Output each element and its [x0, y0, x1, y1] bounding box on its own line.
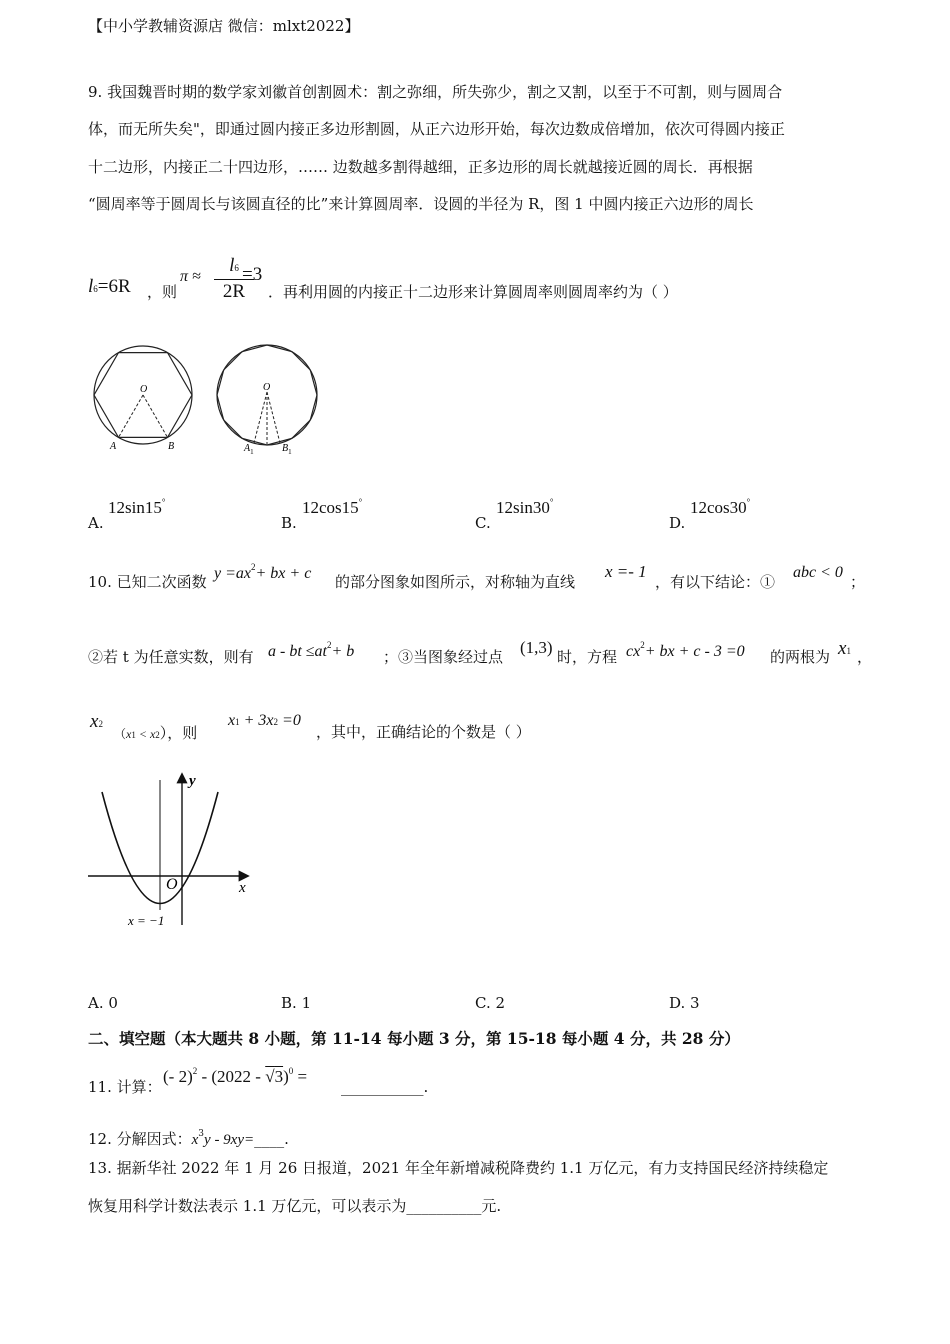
q10-parabola-graph [84, 765, 259, 935]
q10-option-b[interactable]: B. 1 [281, 994, 312, 1012]
q10-root-relation-formula: x1 + 3x2 =0 [228, 712, 301, 729]
q9-line-4: “圆周率等于圆周长与该圆直径的比”来计算圆周率．设圆的半径为 R，图 1 中圆内接正六边形的周长 [88, 195, 754, 213]
q9-fraction-numerator: l6 [229, 255, 239, 276]
q10-option-c[interactable]: C. 2 [475, 994, 506, 1012]
q9-option-d-value[interactable]: 12cos30° [690, 497, 751, 517]
q9-option-b-value[interactable]: 12cos15° [302, 497, 363, 517]
dodecagon-radius-b1 [267, 392, 280, 443]
q10-root-condition: （x1 < x2），则 [114, 724, 198, 742]
q13-line-2: 恢复用科学计数法表示 1.1 万亿元，可以表示为__________元. [88, 1197, 502, 1215]
q10-line-2-b: ；③当图象经过点 [383, 648, 504, 666]
hexagon-radius-a [119, 395, 144, 437]
q10-conclusion-1-formula: abc < 0 [793, 564, 843, 581]
q10-line-2-d: 的两根为 [770, 648, 831, 666]
dodecagon-radius-a1 [254, 392, 267, 443]
q12-answer-blank[interactable]: ____ [254, 1130, 285, 1148]
q9-figure-dodecagon [212, 340, 327, 460]
graph-label-symmetry: x = −1 [128, 913, 165, 928]
q9-option-c-letter[interactable]: C. [475, 514, 491, 532]
hexagon-label-b: B [168, 441, 175, 452]
q10-option-d[interactable]: D. 3 [669, 994, 700, 1012]
q9-option-c-value[interactable]: 12sin30° [496, 497, 554, 517]
q10-line-1-b: 的部分图象如图所示，对称轴为直线 [335, 573, 576, 591]
dodecagon-label-b1: $B_1$ [282, 443, 292, 456]
q10-line-2-c: 时，方程 [557, 648, 618, 666]
q12-label: 12. 分解因式：$x^3y$ - 9xy=____. [88, 1129, 289, 1148]
q10-line-1-a: 10. 已知二次函数 [88, 573, 207, 591]
q9-formula-l6: l6=6R [88, 276, 131, 297]
graph-label-x: x [239, 880, 246, 896]
dodecagon-label-a1: $A_1$ [244, 443, 254, 456]
q9-figure-hexagon [86, 340, 201, 455]
q10-line-1-d: ； [850, 573, 866, 591]
hexagon-radius-b [143, 395, 168, 437]
q9-line-1: 9. 我国魏晋时期的数学家刘徽首创割圆术：割之弥细，所失弥少，割之又割，以至于不可割，则与圆周合 [88, 83, 783, 101]
graph-label-y: y [189, 773, 196, 789]
q10-axis-formula: x =- 1 [605, 562, 647, 581]
q9-pi-approx: π ≈ [180, 268, 201, 285]
page-header: 【中小学教辅资源店 微信：mlxt2022】 [88, 17, 360, 35]
q10-line-1-c: ，有以下结论：① [655, 573, 776, 591]
q9-equals-3: =3 [242, 264, 263, 285]
q11-expression: (- 2)$^2$ - (2022 - √3)$^0$ = [163, 1066, 308, 1086]
dodecagon-label-o: O [263, 382, 271, 393]
q9-line-2: 体，而无所失矣"，即通过圆内接正多边形割圆，从正六边形开始，每次边数成倍增加，依次可得圆内接正 [88, 120, 785, 138]
q10-root-x1: x1 [838, 638, 851, 659]
q9-option-d-letter[interactable]: D. [669, 514, 686, 532]
q10-line-2-a: ②若 t 为任意实数，则有 [88, 648, 254, 666]
q10-function-formula: $y =ax^2+$ bx + c [214, 562, 312, 582]
q10-line-3-b: ，其中，正确结论的个数是（ ） [316, 723, 531, 741]
hexagon-label-o: O [140, 384, 148, 395]
q10-point-formula: (1,3) [520, 638, 553, 657]
sqrt-symbol: √3 [265, 1067, 284, 1086]
q10-line-2-e: ， [857, 648, 873, 666]
q10-option-a[interactable]: A. 0 [88, 994, 118, 1012]
q9-fraction-denominator: 2R [222, 281, 246, 302]
q13-line-1: 13. 据新华社 2022 年 1 月 26 日报道，2021 年全年新增减税降费约 1.1 万亿元，有力支持国民经济持续稳定 [88, 1159, 829, 1177]
graph-label-origin: O [166, 876, 178, 893]
section-2-heading: 二、填空题（本大题共 8 小题，第 11-14 每小题 3 分，第 15-18 每小题 4 分，共 28 分） [88, 1029, 740, 1048]
q11-label: 11. 计算： [88, 1078, 162, 1096]
q10-equation-formula: $cx^2+$ bx + c - 3 =0 [626, 640, 745, 660]
q13-answer-blank[interactable]: __________ [406, 1197, 482, 1215]
q11-answer-blank[interactable]: ___________. [341, 1078, 429, 1096]
q9-option-a-value[interactable]: 12sin15° [108, 497, 166, 517]
q9-then-text: ，则 [147, 283, 178, 301]
q9-line-5: ．再利用圆的内接正十二边形来计算圆周率则圆周率约为（ ） [268, 283, 678, 301]
q10-root-x2: x2 [90, 711, 103, 732]
q9-option-b-letter[interactable]: B. [281, 514, 297, 532]
q9-option-a-letter[interactable]: A. [88, 514, 104, 532]
q10-conclusion-2-formula: a - bt $\le at^2+ b$ [268, 640, 355, 660]
hexagon-label-a: A [110, 441, 117, 452]
q9-line-3: 十二边形，内接正二十四边形，…… 边数越多割得越细，正多边形的周长就越接近圆的周长．再根据 [88, 158, 753, 176]
